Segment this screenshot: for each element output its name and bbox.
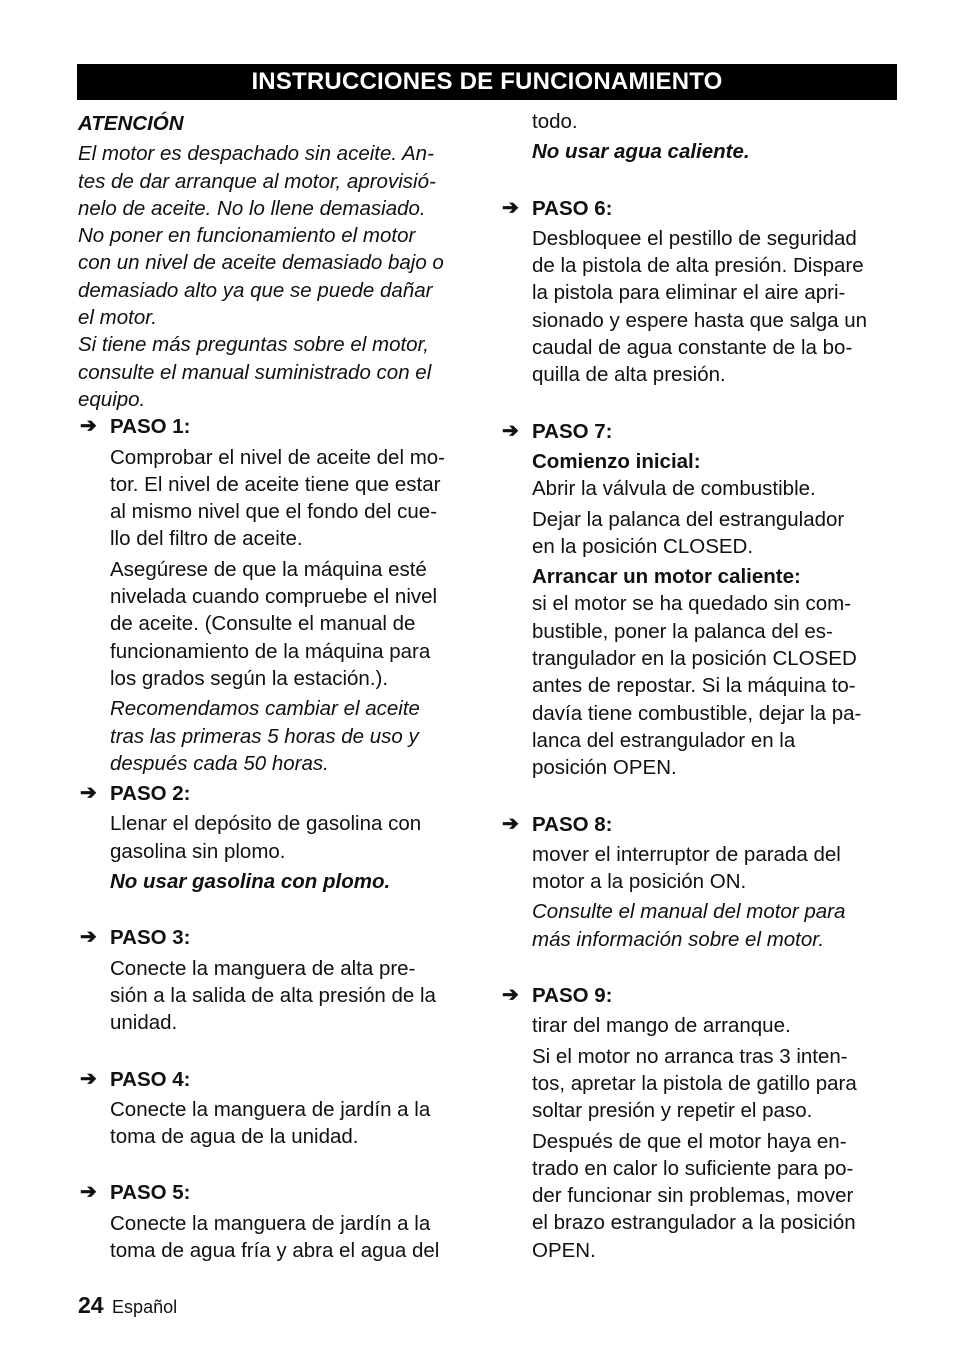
text-line: motor a la posición ON. <box>532 870 747 894</box>
text-line: tes de dar arranque al motor, aprovisió- <box>78 169 436 193</box>
text-line: al mismo nivel que el fondo del cue- <box>110 500 438 524</box>
text-line: lanca del estrangulador en la <box>532 728 796 752</box>
text-line: No poner en funcionamiento el motor <box>78 224 416 248</box>
text-line: der funcionar sin problemas, mover <box>532 1184 854 1208</box>
text-line: toma de agua de la unidad. <box>110 1125 359 1149</box>
text-line: Asegúrese de que la máquina esté <box>110 557 427 581</box>
step-7-subheading-initial: Comienzo inicial: <box>532 449 701 473</box>
text-line: El motor es despachado sin aceite. An- <box>78 142 434 166</box>
text-line: Después de que el motor haya en- <box>532 1129 847 1153</box>
text-line: tras las primeras 5 horas de uso y <box>110 724 419 748</box>
page-footer <box>78 1292 177 1319</box>
section-title-banner: INSTRUCCIONES DE FUNCIONAMIENTO <box>77 64 897 100</box>
text-line: equipo. <box>78 387 146 411</box>
step-7-heading <box>500 418 900 445</box>
text-line: bustible, poner la palanca del es- <box>532 619 833 643</box>
text-line: Si tiene más preguntas sobre el motor, <box>78 333 429 357</box>
step-6-text <box>500 225 900 389</box>
step-1-note <box>78 695 478 777</box>
step-5-label: PASO 5: <box>110 1181 191 1205</box>
step-7-text-2 <box>500 506 900 561</box>
text-line: quilla de alta presión. <box>532 363 726 387</box>
text-line: nelo de aceite. No lo llene demasiado. <box>78 196 426 220</box>
step-7-text-3 <box>500 590 900 781</box>
step-2-text <box>78 810 478 865</box>
text-line: tor. El nivel de aceite tiene que estar <box>110 472 441 496</box>
text-line: Consulte el manual del motor para <box>532 900 846 924</box>
step-1-text <box>78 444 478 553</box>
step-8-label: PASO 8: <box>532 812 613 836</box>
step-5-continued: todo. <box>532 110 578 133</box>
step-5-heading <box>78 1179 478 1206</box>
arrow-right-icon: ➔ <box>502 419 519 442</box>
step-3-heading <box>78 924 478 951</box>
step-9-heading <box>500 982 900 1009</box>
text-line: toma de agua fría y abra el agua del <box>110 1238 440 1262</box>
text-line: OPEN. <box>532 1238 596 1262</box>
text-line: Conecte la manguera de jardín a la <box>110 1211 431 1235</box>
arrow-right-icon: ➔ <box>502 812 519 835</box>
text-line: más información sobre el motor. <box>532 927 825 951</box>
text-line: Si el motor no arranca tras 3 inten- <box>532 1044 848 1068</box>
arrow-right-icon: ➔ <box>80 415 97 438</box>
page-number: 24 <box>78 1292 104 1318</box>
text-line: davía tiene combustible, dejar la pa- <box>532 701 862 725</box>
right-column <box>500 108 900 1264</box>
text-line: antes de repostar. Si la máquina to- <box>532 674 856 698</box>
text-line: sión a la salida de alta presión de la <box>110 983 436 1007</box>
step-1-label: PASO 1: <box>110 415 191 439</box>
step-1-text-2 <box>78 556 478 692</box>
step-7-text: Abrir la válvula de combustible. <box>532 477 816 501</box>
text-line: llo del filtro de aceite. <box>110 527 303 551</box>
step-1-heading <box>78 413 478 440</box>
arrow-right-icon: ➔ <box>502 196 519 219</box>
arrow-right-icon: ➔ <box>502 984 519 1007</box>
text-line: con un nivel de aceite demasiado bajo o <box>78 251 444 275</box>
text-line: tos, apretar la pistola de gatillo para <box>532 1071 857 1095</box>
text-line: Desbloquee el pestillo de seguridad <box>532 226 857 250</box>
step-9-label: PASO 9: <box>532 984 613 1008</box>
text-line: caudal de agua constante de la bo- <box>532 336 853 360</box>
step-2-heading <box>78 780 478 807</box>
arrow-right-icon: ➔ <box>80 782 97 805</box>
text-line: después cada 50 horas. <box>110 751 329 775</box>
step-4-heading <box>78 1066 478 1093</box>
step-7-label: PASO 7: <box>532 419 613 443</box>
text-line: en la posición CLOSED. <box>532 534 754 558</box>
text-line: los grados según la estación.). <box>110 666 389 690</box>
arrow-right-icon: ➔ <box>80 1067 97 1090</box>
step-5-warning: No usar agua caliente. <box>532 140 750 164</box>
step-4-label: PASO 4: <box>110 1067 191 1091</box>
text-line: trado en calor lo suficiente para po- <box>532 1156 854 1180</box>
step-6-label: PASO 6: <box>532 196 613 220</box>
arrow-right-icon: ➔ <box>80 1181 97 1204</box>
text-line: de la pistola de alta presión. Dispare <box>532 254 864 278</box>
text-line: la pistola para eliminar el aire apri- <box>532 281 846 305</box>
text-line: soltar presión y repetir el paso. <box>532 1099 813 1123</box>
arrow-right-icon: ➔ <box>80 926 97 949</box>
text-line: demasiado alto ya que se puede dañar <box>78 278 433 302</box>
text-line: posición OPEN. <box>532 756 677 780</box>
text-line: Llenar el depósito de gasolina con <box>110 812 422 836</box>
text-line: consulte el manual suministrado con el <box>78 360 432 384</box>
text-line: gasolina sin plomo. <box>110 839 286 863</box>
footer-language: Español <box>112 1297 178 1317</box>
step-8-text <box>500 841 900 896</box>
step-2-warning: No usar gasolina con plomo. <box>110 870 391 894</box>
text-line: Recomendamos cambiar el aceite <box>110 697 420 721</box>
step-8-note <box>500 898 900 953</box>
text-line: Dejar la palanca del estrangulador <box>532 507 845 531</box>
step-2-label: PASO 2: <box>110 782 191 806</box>
text-line: el motor. <box>78 306 157 330</box>
text-line: Conecte la manguera de jardín a la <box>110 1097 431 1121</box>
text-line: si el motor se ha quedado sin com- <box>532 592 852 616</box>
text-line: el brazo estrangulador a la posición <box>532 1211 856 1235</box>
attention-text <box>78 140 478 413</box>
step-5-text <box>78 1210 478 1265</box>
text-line: mover el interruptor de parada del <box>532 842 841 866</box>
left-column <box>78 110 478 1264</box>
step-6-heading <box>500 195 900 222</box>
step-4-text <box>78 1096 478 1151</box>
text-line: nivelada cuando compruebe el nivel <box>110 585 438 609</box>
step-3-label: PASO 3: <box>110 926 191 950</box>
text-line: trangulador en la posición CLOSED <box>532 647 857 671</box>
text-line: sionado y espere hasta que salga un <box>532 308 868 332</box>
text-line: Comprobar el nivel de aceite del mo- <box>110 445 445 469</box>
step-9-text-3 <box>500 1128 900 1264</box>
step-9-text-2 <box>500 1043 900 1125</box>
text-line: Conecte la manguera de alta pre- <box>110 956 416 980</box>
step-3-text <box>78 955 478 1037</box>
step-9-text: tirar del mango de arranque. <box>532 1014 791 1038</box>
step-8-heading <box>500 811 900 838</box>
attention-title: ATENCIÓN <box>78 112 184 135</box>
text-line: unidad. <box>110 1011 178 1035</box>
text-line: de aceite. (Consulte el manual de <box>110 612 416 636</box>
text-line: funcionamiento de la máquina para <box>110 639 431 663</box>
step-7-subheading-warm: Arrancar un motor caliente: <box>532 565 801 589</box>
